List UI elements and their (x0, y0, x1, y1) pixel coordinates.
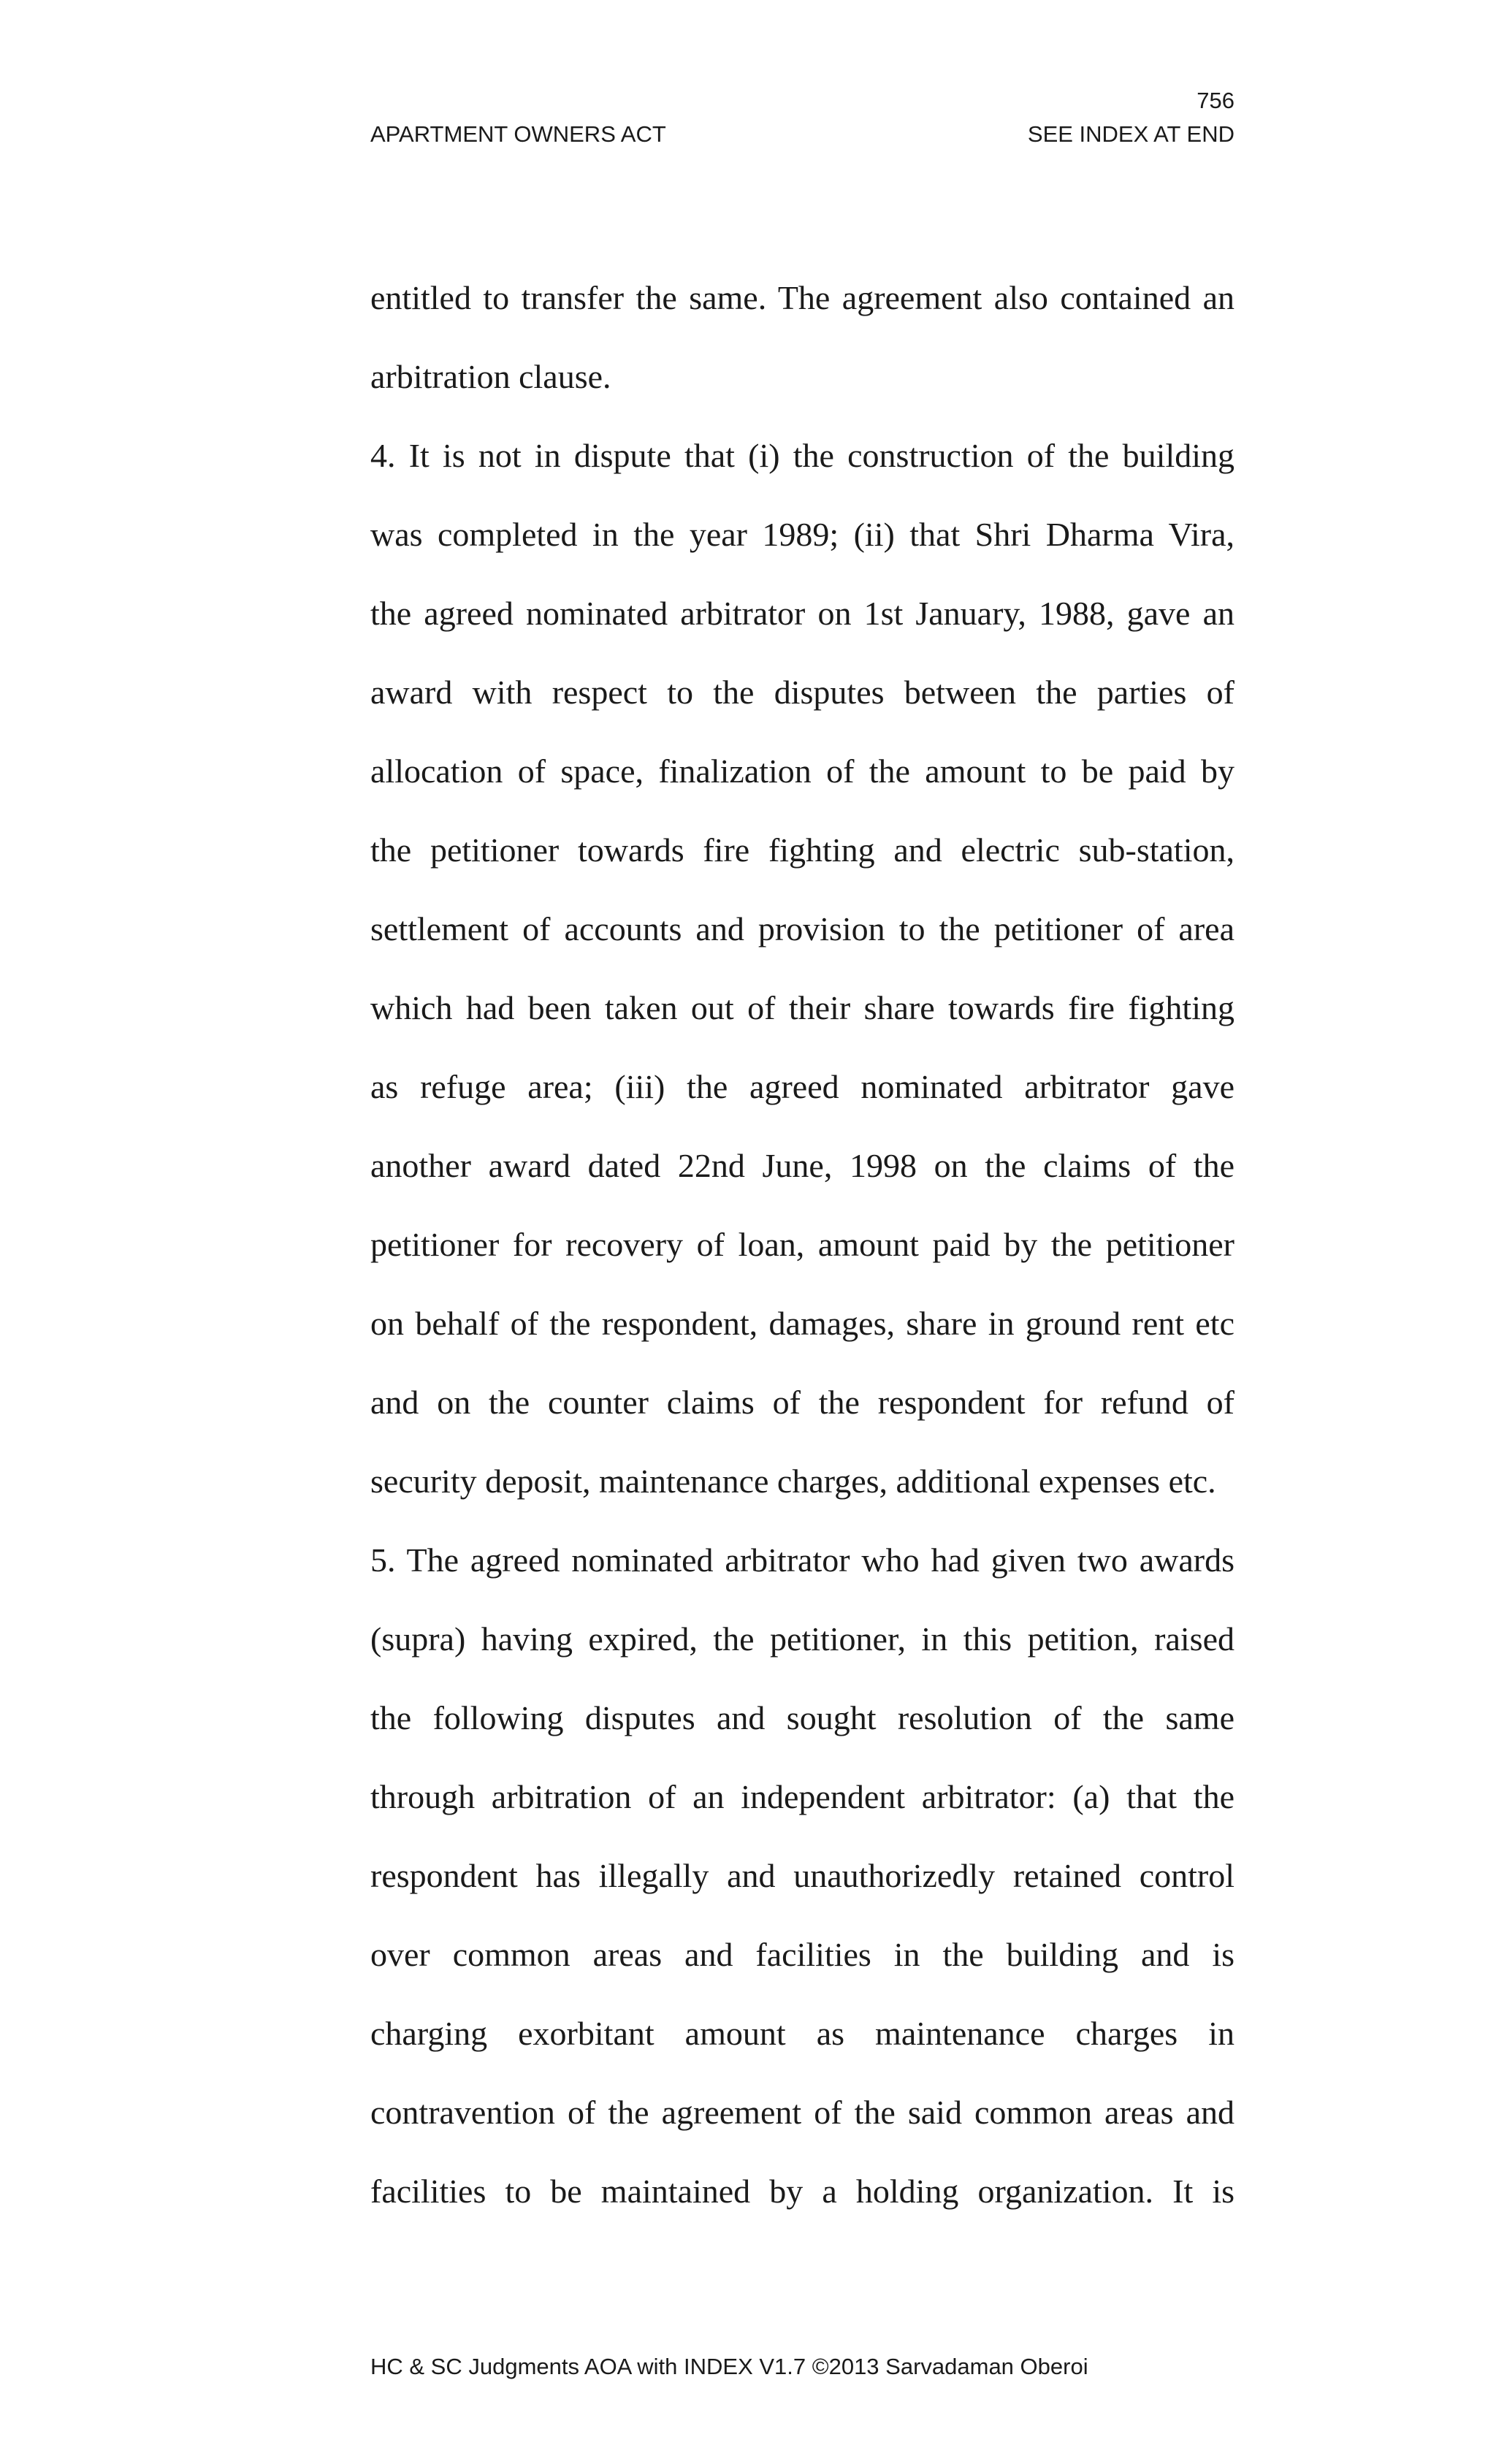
text-line: which had been taken out of their share towards fire fighting (370, 989, 1234, 1026)
text-line: award with respect to the disputes between the parties of (370, 674, 1234, 711)
text-line: over common areas and facilities in the building and is (370, 1936, 1234, 1973)
text-line: was completed in the year 1989; (ii) that Shri Dharma Vira, (370, 516, 1234, 553)
text-line: entitled to transfer the same. The agreement also contained an (370, 279, 1234, 316)
text-line: arbitration clause. (370, 358, 611, 395)
text-line: contravention of the agreement of the said common areas and (370, 2094, 1234, 2131)
text-line: respondent has illegally and unauthorizedly retained control (370, 1857, 1234, 1894)
text-line: settlement of accounts and provision to the petitioner of area (370, 910, 1234, 947)
page-number: 756 (1197, 88, 1234, 113)
judgment-text (370, 259, 1234, 2231)
text-line: through arbitration of an independent arbitrator: (a) that the (370, 1778, 1234, 1815)
text-line: 4. It is not in dispute that (i) the construction of the building (370, 437, 1234, 474)
text-line: the following disputes and sought resolution of the same (370, 1699, 1234, 1736)
text-line: 5. The agreed nominated arbitrator who had given two awards (370, 1541, 1234, 1579)
text-line: as refuge area; (iii) the agreed nominated arbitrator gave (370, 1068, 1234, 1105)
text-line: the petitioner towards fire fighting and electric sub-station, (370, 831, 1234, 869)
text-line: and on the counter claims of the respondent for refund of (370, 1384, 1234, 1421)
text-line: another award dated 22nd June, 1998 on the claims of the (370, 1147, 1234, 1184)
footer-copyright: HC & SC Judgments AOA with INDEX V1.7 ©2013 Sarvadaman Oberoi (370, 2354, 1088, 2379)
text-line: petitioner for recovery of loan, amount paid by the petitioner (370, 1226, 1234, 1263)
text-line: the agreed nominated arbitrator on 1st January, 1988, gave an (370, 595, 1234, 632)
text-line: facilities to be maintained by a holding organization. It is (370, 2173, 1234, 2210)
text-line: (supra) having expired, the petitioner, in this petition, raised (370, 1620, 1234, 1658)
text-line: allocation of space, finalization of the amount to be paid by (370, 752, 1234, 790)
running-header-index-note: SEE INDEX AT END (1027, 121, 1234, 147)
text-line: charging exorbitant amount as maintenance charges in (370, 2015, 1234, 2052)
running-header-title: APARTMENT OWNERS ACT (370, 121, 666, 147)
text-line: on behalf of the respondent, damages, share in ground rent etc (370, 1305, 1234, 1342)
text-line: security deposit, maintenance charges, additional expenses etc. (370, 1462, 1216, 1500)
